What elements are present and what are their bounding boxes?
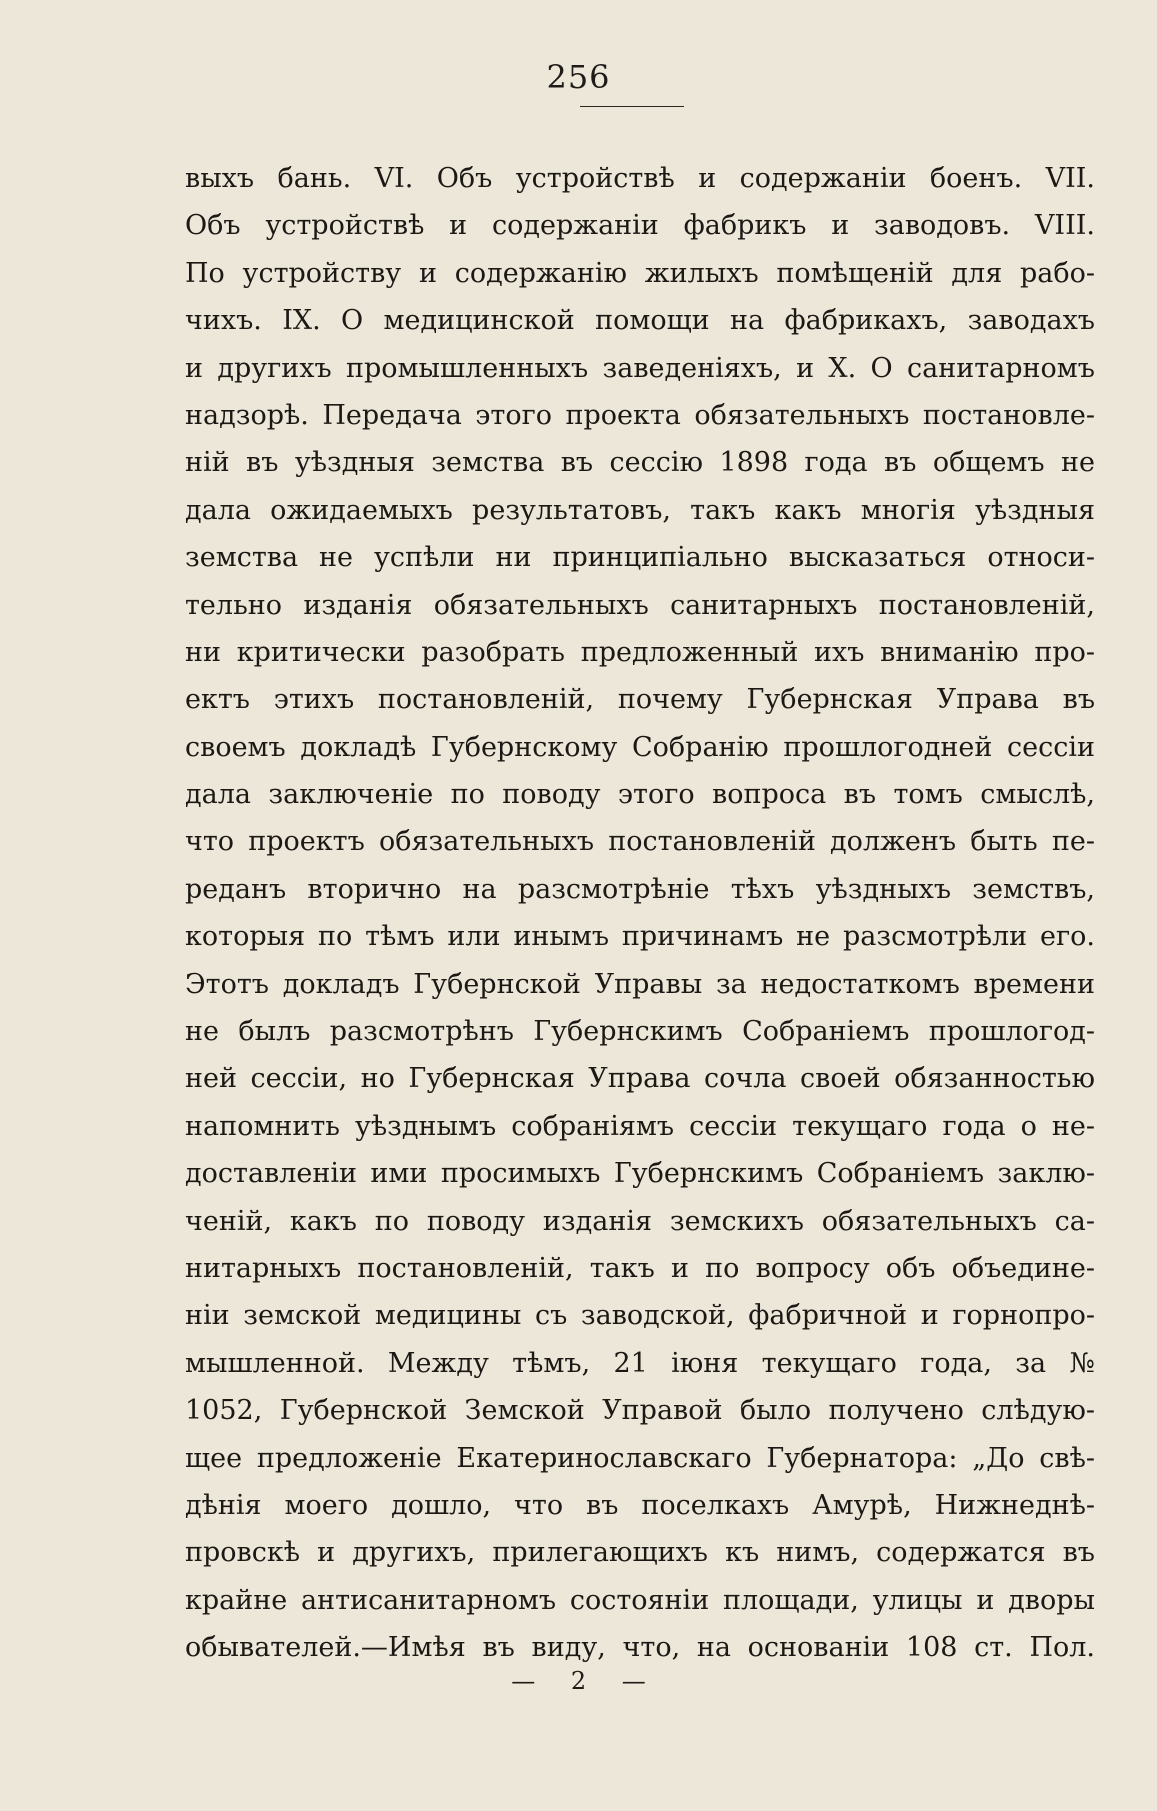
signature-mark: — 2 —	[511, 1667, 646, 1695]
text-line: что проектъ обязательныхъ постановленій долженъ быть пе-	[185, 826, 1095, 858]
text-line: не былъ разсмотрѣнъ Губернскимъ Собраніемъ прошлогод-	[185, 1016, 1095, 1048]
text-line: обывателей.—Имѣя въ виду, что, на основаніи 108 ст. Пол.	[185, 1632, 1095, 1664]
text-line: земства не успѣли ни принципіально высказаться относи-	[185, 542, 1095, 574]
text-line: щее предложеніе Екатеринославскаго Губернатора: „До свѣ-	[185, 1442, 1095, 1474]
text-line: Этотъ докладъ Губернской Управы за недостаткомъ времени	[185, 968, 1095, 1000]
header-rule	[580, 106, 684, 107]
text-line: мышленной. Между тѣмъ, 21 іюня текущаго года, за №	[185, 1347, 1095, 1379]
text-line: ній въ уѣздныя земства въ сессію 1898 года въ общемъ не	[185, 447, 1095, 479]
text-line: провскѣ и другихъ, прилегающихъ къ нимъ, содержатся въ	[185, 1537, 1095, 1569]
text-line: напомнить уѣзднымъ собраніямъ сессіи текущаго года о не-	[185, 1110, 1095, 1142]
text-line: дала заключеніе по поводу этого вопроса въ томъ смыслѣ,	[185, 779, 1095, 811]
text-line: ніи земской медицины съ заводской, фабричной и горнопро-	[185, 1300, 1095, 1332]
text-line: ченій, какъ по поводу изданія земскихъ обязательныхъ са-	[185, 1205, 1095, 1237]
text-line: ни критически разобрать предложенный ихъ вниманію про-	[185, 636, 1095, 668]
text-line: ней сессіи, но Губернская Управа сочла своей обязанностью	[185, 1063, 1095, 1095]
text-line: и другихъ промышленныхъ заведеніяхъ, и X. О санитарномъ	[185, 352, 1095, 384]
text-line: реданъ вторично на разсмотрѣніе тѣхъ уѣздныхъ земствъ,	[185, 873, 1095, 905]
text-line: которыя по тѣмъ или инымъ причинамъ не разсмотрѣли его.	[185, 921, 1095, 953]
text-line: нитарныхъ постановленій, такъ и по вопросу объ объедине-	[185, 1252, 1095, 1284]
text-line: надзорѣ. Передача этого проекта обязательныхъ постановле-	[185, 399, 1095, 431]
text-line: чихъ. IX. О медицинской помощи на фабрикахъ, заводахъ	[185, 305, 1095, 337]
text-line: крайне антисанитарномъ состояніи площади, улицы и дворы	[185, 1584, 1095, 1616]
page-number: 256	[546, 58, 611, 96]
text-line: По устройству и содержанію жилыхъ помѣщеній для рабо-	[185, 257, 1095, 289]
text-line: ектъ этихъ постановленій, почему Губернская Управа въ	[185, 684, 1095, 716]
body-text	[185, 155, 1095, 1672]
text-line: дала ожидаемыхъ результатовъ, такъ какъ многія уѣздныя	[185, 494, 1095, 526]
text-line: своемъ докладѣ Губернскому Собранію прошлогодней сессіи	[185, 731, 1095, 763]
text-line: выхъ бань. VI. Объ устройствѣ и содержаніи боенъ. VII.	[185, 163, 1095, 194]
text-line: дѣнія моего дошло, что въ поселкахъ Амурѣ, Нижнеднѣ-	[185, 1489, 1095, 1521]
text-line: Объ устройствѣ и содержаніи фабрикъ и заводовъ. VIII.	[185, 210, 1095, 242]
text-line: доставленіи ими просимыхъ Губернскимъ Собраніемъ заклю-	[185, 1158, 1095, 1190]
text-line: тельно изданія обязательныхъ санитарныхъ постановленій,	[185, 589, 1095, 621]
text-line: 1052, Губернской Земской Управой было получено слѣдую-	[185, 1395, 1095, 1427]
